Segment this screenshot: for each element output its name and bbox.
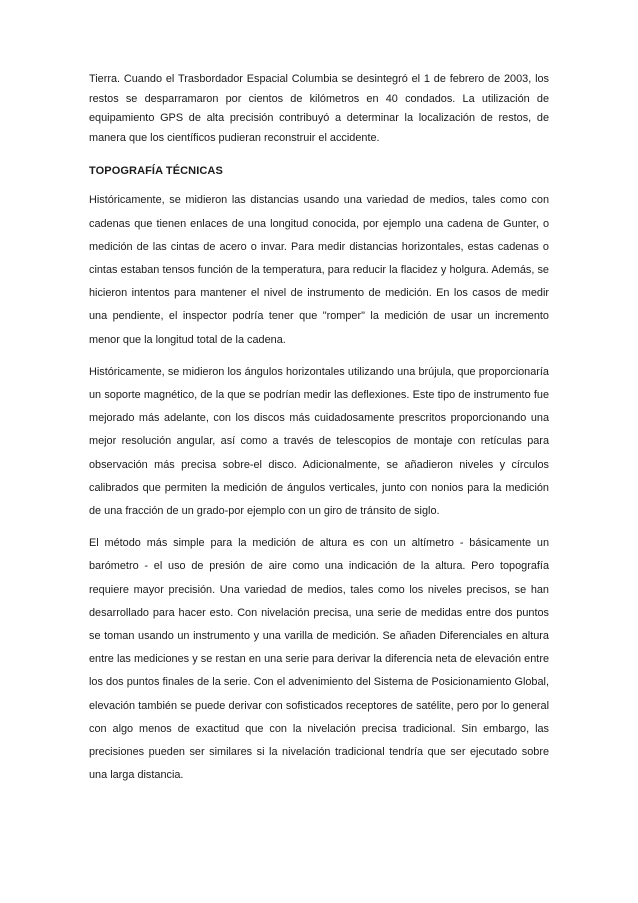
section-heading: TOPOGRAFÍA TÉCNICAS [89, 165, 223, 178]
paragraph-distances: Históricamente, se midieron las distancias usando una variedad de medios, tales como con cadenas que tienen enlaces de una longitud conocida, por ejemplo una cadena de Gunter, o medición de las cintas de acero o invar. Para medir distancias horizontales, estas cadenas o cintas estaban tensos función de la temperatura, para reducir la flacidez y holgura. Además, se hicieron intentos para mantener el nivel de instrumento de medición. En los casos de medir una pendiente, el inspector podría tener que "romper" la medición de usar un incremento menor que la longitud total de la cadena. [89, 194, 549, 346]
paragraph-angles: Históricamente, se midieron los ángulos horizontales utilizando una brújula, que proporcionaría un soporte magnético, de la que se podrían medir las deflexiones. Este tipo de instrumento fue mejorado más adelante, con los discos más cuidadosamente prescritos proporcionando una mejor resolución angular, así como a través de telescopios de montaje con retículas para observación más precisa sobre-el disco. Adicionalmente, se añadieron niveles y círculos calibrados que permiten la medición de ángulos verticales, junto con nonios para la medición de una fracción de un grado-por ejemplo con un giro de tránsito de siglo. [89, 365, 549, 518]
paragraph-height: El método más simple para la medición de altura es con un altímetro - básicamente un barómetro - el uso de presión de aire como una indicación de la altura. Pero topografía requiere mayor precisión. Una variedad de medios, tales como los niveles precisos, se han desarrollado para hacer esto. Con nivelación precisa, una serie de medidas entre dos puntos se toman usando un instrumento y una varilla de medición. Se añaden Diferenciales en altura entre las mediciones y se restan en una serie para derivar la diferencia neta de elevación entre los dos puntos finales de la serie. Con el advenimiento del Sistema de Posicionamiento Global, elevación también se puede derivar con sofisticados receptores de satélite, pero por lo general con algo menos de exactitud que con la nivelación precisa tradicional. Sin embargo, las precisiones pueden ser similares si la nivelación tradicional tendría que ser ejecutado sobre una larga distancia. [89, 537, 549, 782]
intro-paragraph: Tierra. Cuando el Trasbordador Espacial Columbia se desintegró el 1 de febrero de 2003, los restos se desparramaron por cientos de kilómetros en 40 condados. La utilización de equipamiento GPS de alta precisión contribuyó a determinar la localización de restos, de manera que los científicos pudieran reconstruir el accidente. [89, 73, 549, 144]
document-page [89, 70, 549, 787]
